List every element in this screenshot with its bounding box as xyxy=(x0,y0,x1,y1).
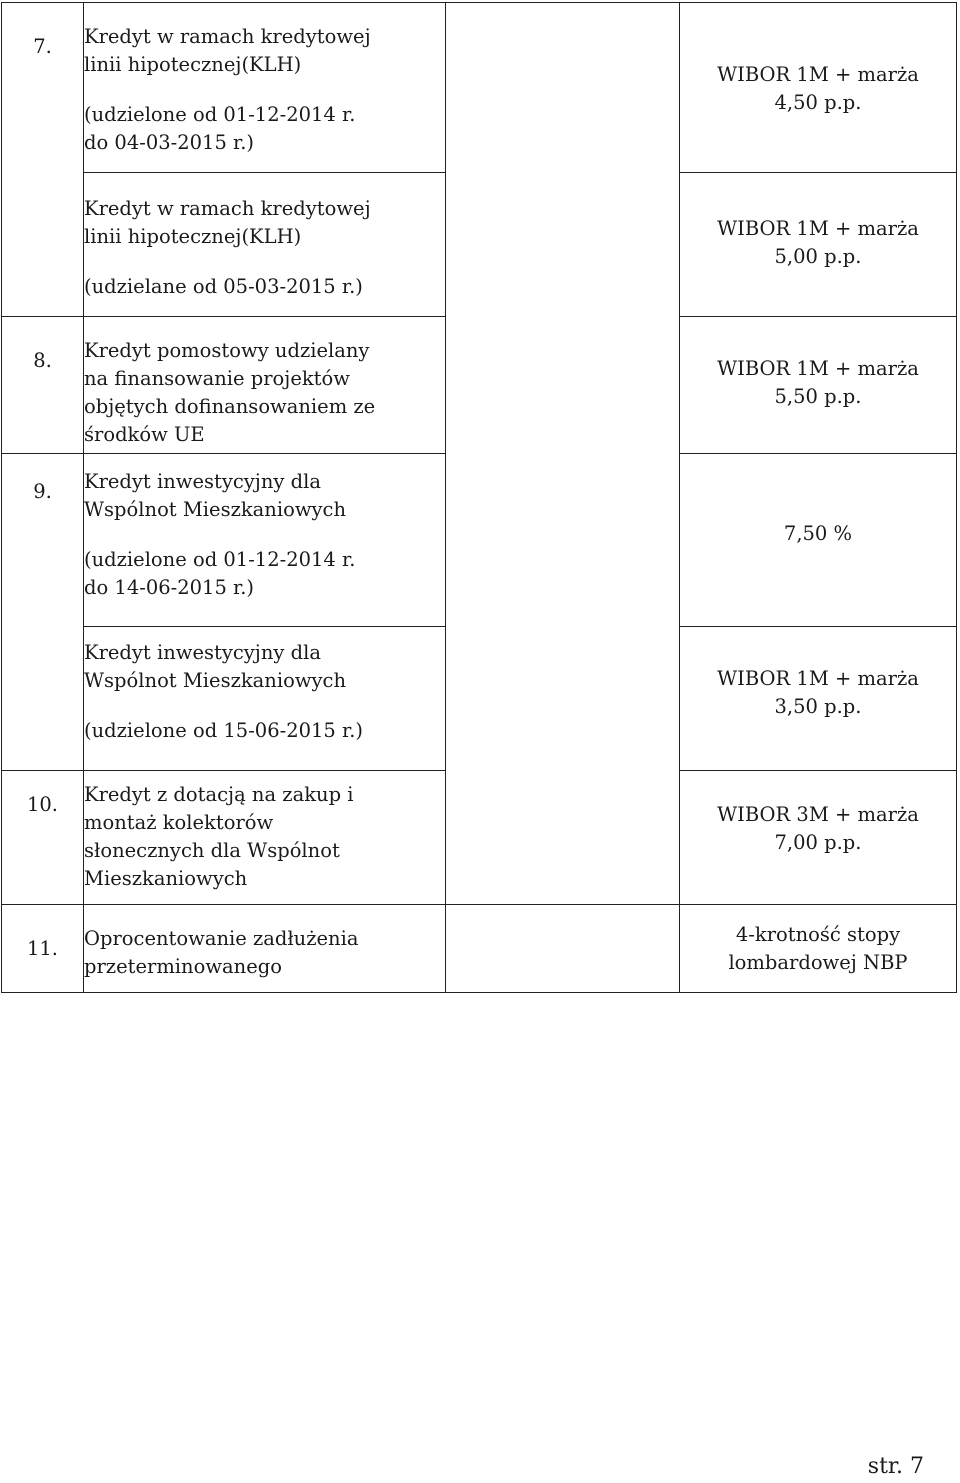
product-name-cell xyxy=(84,905,446,993)
row-number-text: 7. xyxy=(33,35,52,58)
product-date-line: (udzielone od 01-12-2014 r. xyxy=(84,548,356,571)
rate-line: WIBOR 3M + marża xyxy=(717,803,919,826)
empty-cell xyxy=(446,905,680,993)
rate-line: 7,00 p.p. xyxy=(774,831,862,854)
product-name-line: linii hipotecznej(KLH) xyxy=(84,225,302,248)
product-date-line: do 14-06-2015 r.) xyxy=(84,576,255,599)
product-name-line: przeterminowanego xyxy=(84,955,282,978)
rate-line: 7,50 % xyxy=(783,522,853,545)
product-name-line: na finansowanie projektów xyxy=(84,367,350,390)
product-date-line: do 04-03-2015 r.) xyxy=(84,131,255,154)
rate-cell xyxy=(680,771,957,905)
product-name-line: Oprocentowanie zadłużenia xyxy=(84,927,359,950)
product-name-line: Kredyt inwestycyjny dla xyxy=(84,470,321,493)
product-name-line: linii hipotecznej(KLH) xyxy=(84,53,302,76)
product-date-line: (udzielane od 05-03-2015 r.) xyxy=(84,275,363,298)
product-name-line: montaż kolektorów xyxy=(84,811,274,834)
row-number-text: 10. xyxy=(26,793,58,816)
product-name-cell xyxy=(84,3,446,173)
row-number-text: 9. xyxy=(33,480,52,503)
row-number-text: 8. xyxy=(33,349,52,372)
rate-line: WIBOR 1M + marża xyxy=(717,667,919,690)
row-number xyxy=(2,317,84,454)
rate-line: 3,50 p.p. xyxy=(774,695,862,718)
rate-line: WIBOR 1M + marża xyxy=(717,357,919,380)
product-name-cell xyxy=(84,627,446,771)
row-number xyxy=(2,3,84,317)
product-name-line: Mieszkaniowych xyxy=(84,867,248,890)
page-number: str. 7 xyxy=(867,1454,924,1479)
product-name-cell xyxy=(84,317,446,454)
product-name-line: środków UE xyxy=(84,423,205,446)
row-number xyxy=(2,905,84,993)
row-number-text: 11. xyxy=(26,937,58,960)
product-name-line: Kredyt w ramach kredytowej xyxy=(84,25,371,48)
product-name-line: słonecznych dla Wspólnot xyxy=(84,839,340,862)
product-name-cell xyxy=(84,771,446,905)
product-name-line: Kredyt z dotacją na zakup i xyxy=(84,783,354,806)
rate-line: 4-krotność stopy xyxy=(735,923,901,946)
rate-line: WIBOR 1M + marża xyxy=(717,217,919,240)
rate-cell xyxy=(680,317,957,454)
row-number xyxy=(2,454,84,771)
interest-rates-table xyxy=(1,2,957,993)
rate-line: 5,00 p.p. xyxy=(774,245,862,268)
rate-cell xyxy=(680,3,957,173)
product-name-cell xyxy=(84,454,446,627)
product-name-cell xyxy=(84,173,446,317)
product-name-line: objętych dofinansowaniem ze xyxy=(84,395,376,418)
product-name-line: Kredyt pomostowy udzielany xyxy=(84,339,370,362)
product-name-line: Wspólnot Mieszkaniowych xyxy=(84,498,347,521)
empty-cell xyxy=(446,3,680,905)
rate-cell xyxy=(680,905,957,993)
table-row xyxy=(2,905,957,993)
rate-cell xyxy=(680,627,957,771)
rate-cell xyxy=(680,173,957,317)
row-number xyxy=(2,771,84,905)
product-date-line: (udzielone od 01-12-2014 r. xyxy=(84,103,356,126)
rate-line: 5,50 p.p. xyxy=(774,385,862,408)
product-date-line: (udzielone od 15-06-2015 r.) xyxy=(84,719,364,742)
table-row xyxy=(2,3,957,173)
product-name-line: Wspólnot Mieszkaniowych xyxy=(84,669,347,692)
rate-cell xyxy=(680,454,957,627)
product-name-line: Kredyt inwestycyjny dla xyxy=(84,641,321,664)
product-name-line: Kredyt w ramach kredytowej xyxy=(84,197,371,220)
rate-line: lombardowej NBP xyxy=(728,951,908,974)
rate-line: 4,50 p.p. xyxy=(774,91,862,114)
rate-line: WIBOR 1M + marża xyxy=(717,63,919,86)
